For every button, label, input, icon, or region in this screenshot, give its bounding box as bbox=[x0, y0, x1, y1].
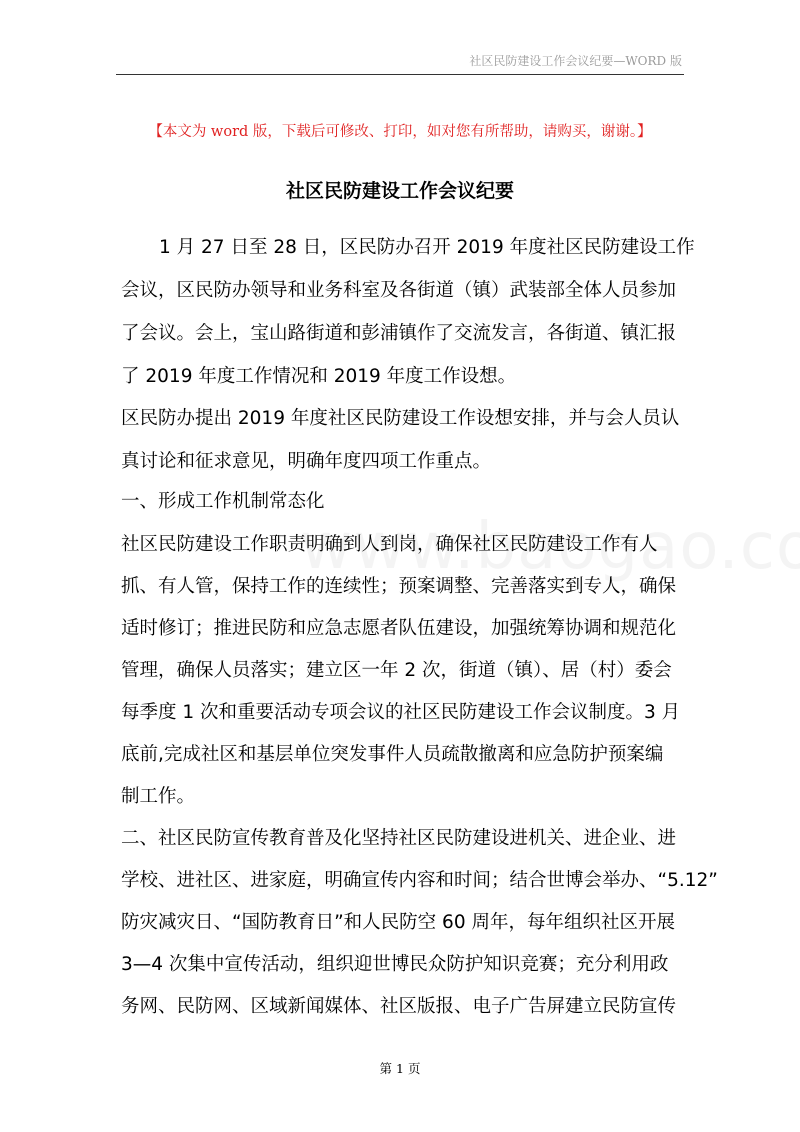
section-heading: 一、形成工作机制常态化 bbox=[121, 491, 325, 512]
running-header: 社区民防建设工作会议纪要—WORD 版 bbox=[469, 54, 682, 68]
body-line: 真讨论和征求意见，明确年度四项工作重点。 bbox=[121, 451, 492, 472]
body-line: 抓、有人管，保持工作的连续性；预案调整、完善落实到专人，确保 bbox=[121, 576, 677, 597]
body-line: 1 月 27 日至 28 日，区民防办召开 2019 年度社区民防建设工作 bbox=[159, 237, 695, 258]
body-line: 社区民防建设工作职责明确到人到岗，确保社区民防建设工作有人 bbox=[121, 534, 658, 555]
header-divider bbox=[116, 74, 684, 75]
body-line: 制工作。 bbox=[121, 786, 196, 807]
body-line: 防灾减灾日、“国防教育日”和人民防空 60 周年，每年组织社区开展 bbox=[121, 912, 675, 933]
body-line: 每季度 1 次和重要活动专项会议的社区民防建设工作会议制度。3 月 bbox=[121, 702, 681, 723]
body-line: 3—4 次集中宣传活动，组织迎世博民众防护知识竞赛；充分利用政 bbox=[121, 954, 669, 975]
body-line: 了 2019 年度工作情况和 2019 年度工作设想。 bbox=[121, 366, 517, 387]
body-line: 学校、进社区、进家庭，明确宣传内容和时间；结合世博会举办、“5.12” bbox=[121, 870, 718, 891]
body-line: 了会议。会上，宝山路街道和彭浦镇作了交流发言，各街道、镇汇报 bbox=[121, 323, 677, 344]
body-line: 管理，确保人员落实；建立区一年 2 次，街道（镇）、居（村）委会 bbox=[121, 660, 672, 681]
purchase-notice: 【本文为 word 版，下载后可修改、打印，如对您有所帮助，请购买，谢谢。】 bbox=[148, 124, 652, 140]
body-line: 适时修订；推进民防和应急志愿者队伍建设，加强统筹协调和规范化 bbox=[121, 618, 677, 639]
page-number: 第 1 页 bbox=[379, 1061, 421, 1076]
body-line: 底前,完成社区和基层单位突发事件人员疏散撤离和应急防护预案编 bbox=[121, 744, 664, 765]
section-heading: 二、社区民防宣传教育普及化坚持社区民防建设进机关、进企业、进 bbox=[121, 828, 677, 849]
body-line: 务网、民防网、区域新闻媒体、社区版报、电子广告屏建立民防宣传 bbox=[121, 996, 677, 1017]
body-line: 会议，区民防办领导和业务科室及各街道（镇）武装部全体人员参加 bbox=[121, 280, 677, 301]
document-title: 社区民防建设工作会议纪要 bbox=[285, 180, 514, 202]
body-line: 区民防办提出 2019 年度社区民防建设工作设想安排，并与会人员认 bbox=[121, 408, 680, 429]
